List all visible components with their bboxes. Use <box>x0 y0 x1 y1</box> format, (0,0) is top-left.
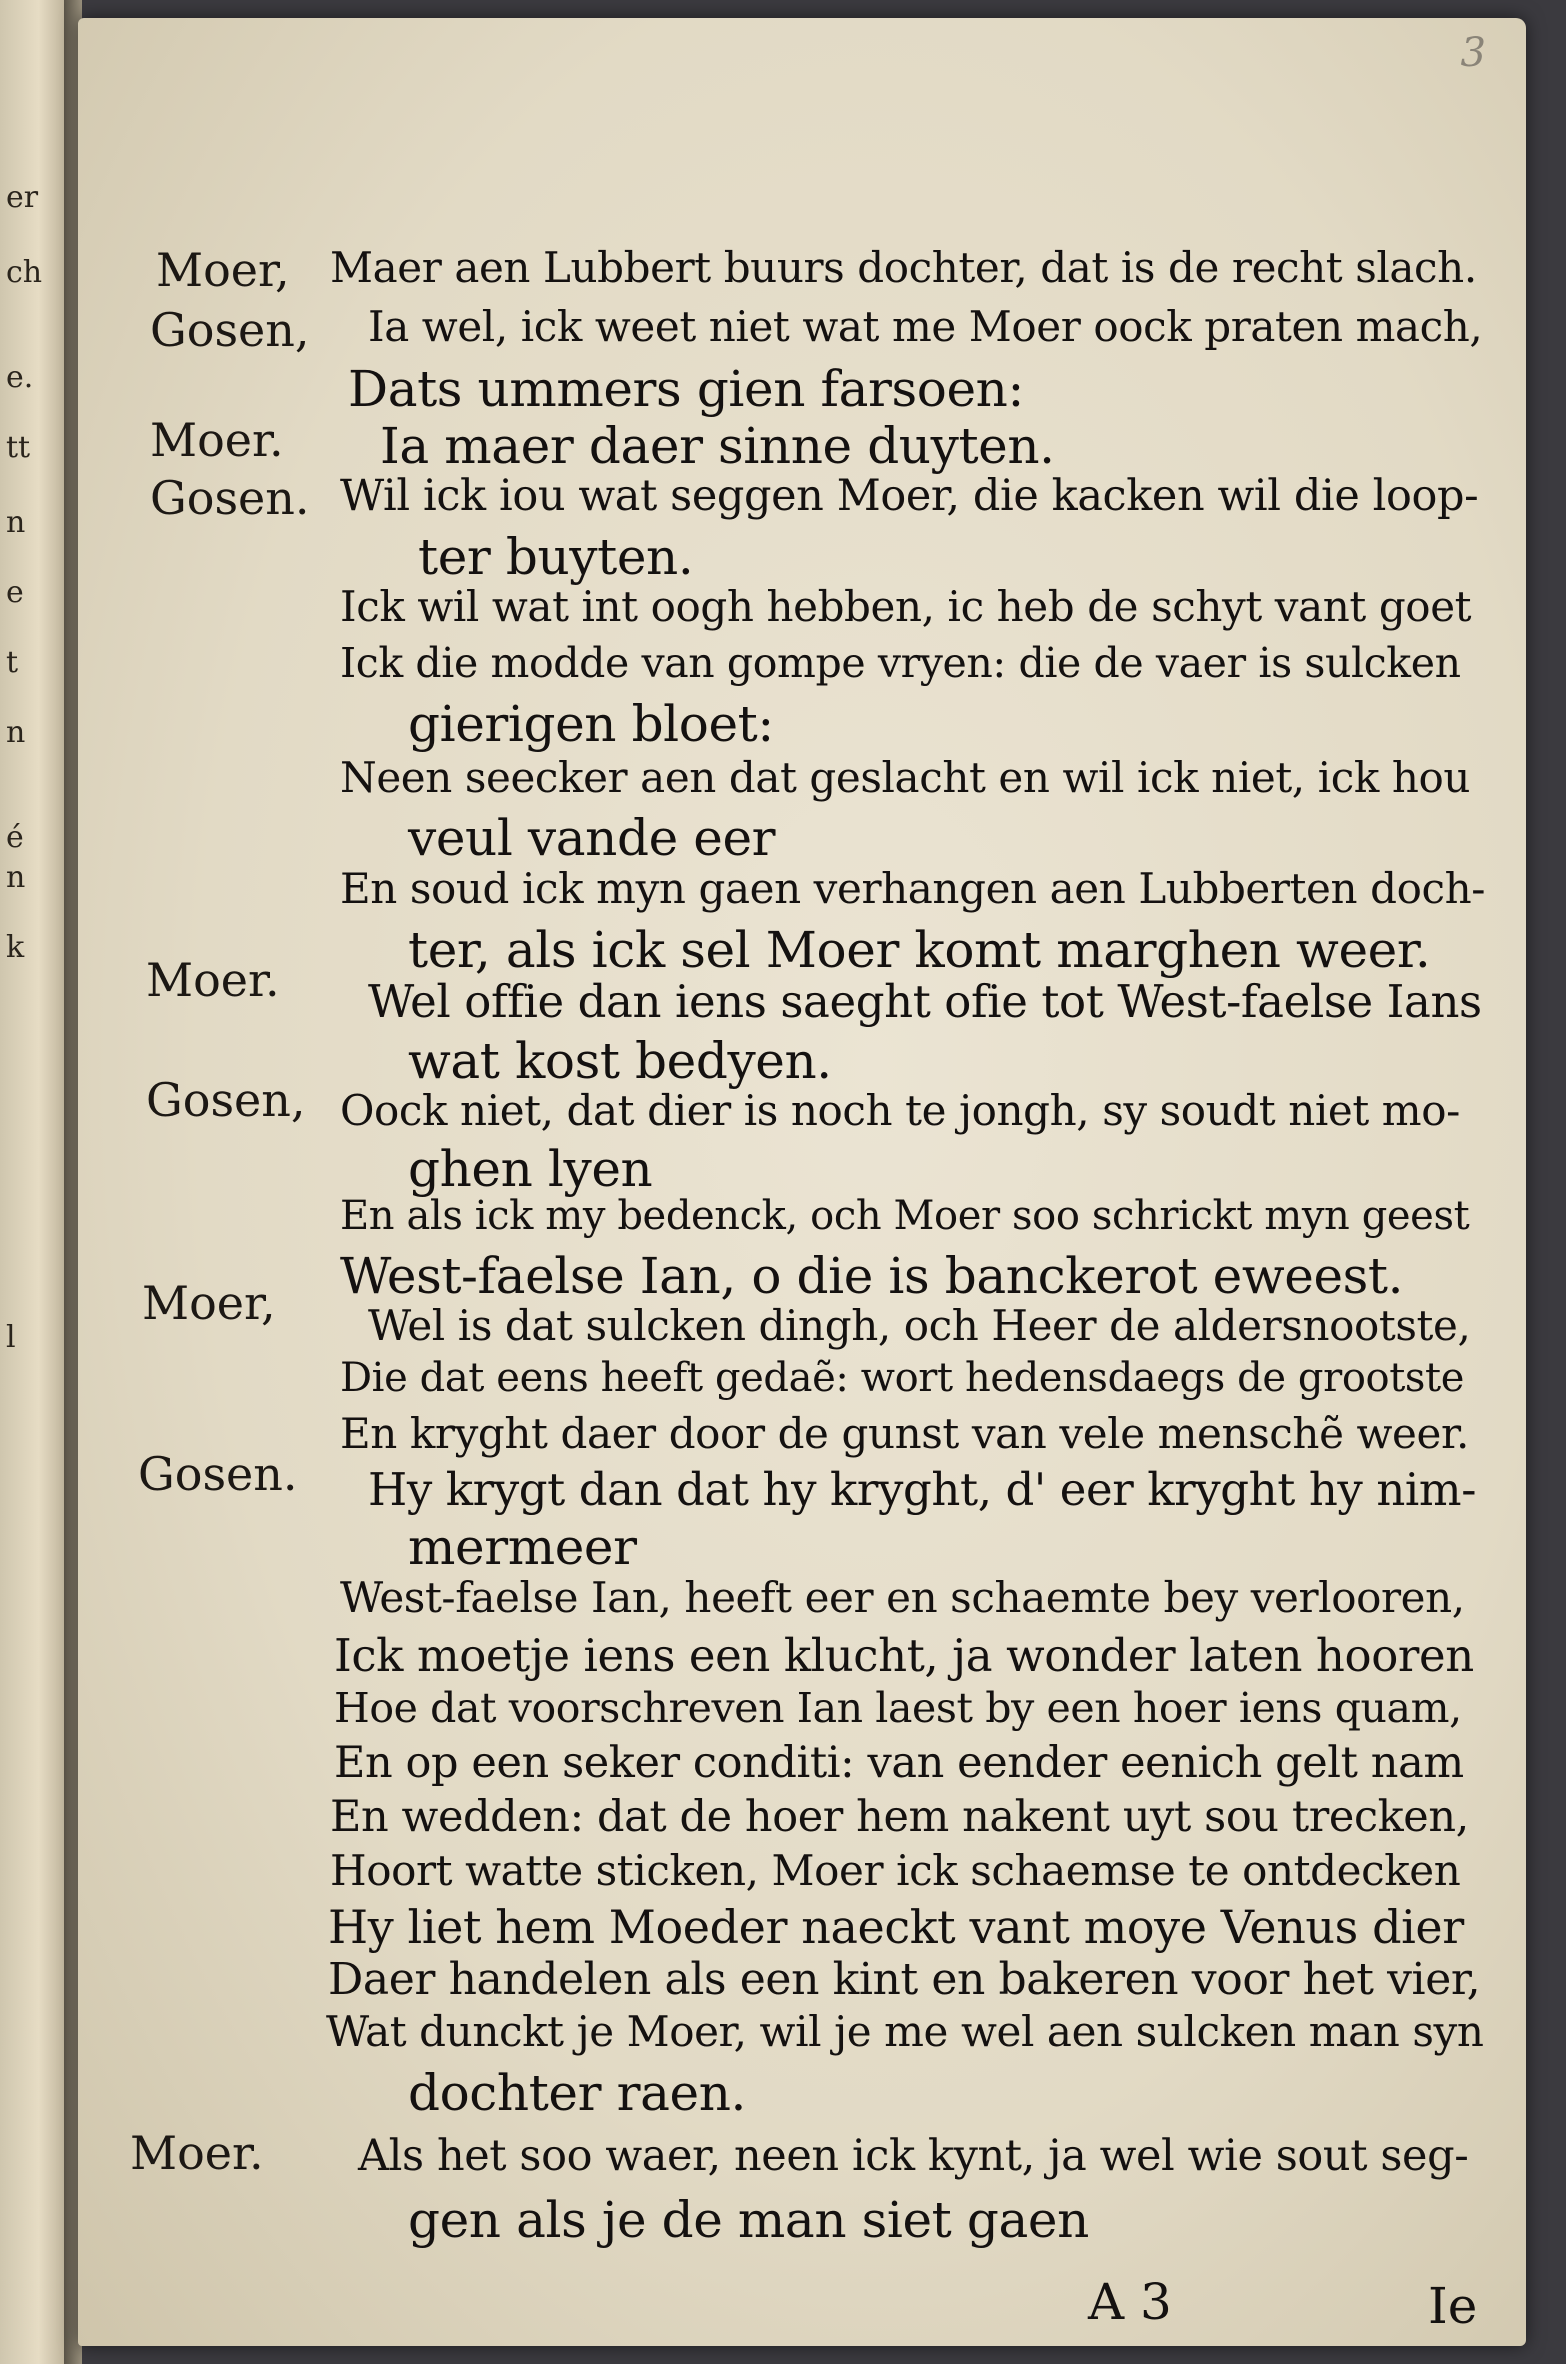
speaker-label: Gosen, <box>146 1073 306 1127</box>
facing-page-fragment: é <box>6 820 24 855</box>
speaker-label: Gosen. <box>150 471 310 525</box>
verse-line: ghen lyen <box>408 1140 653 1198</box>
facing-page-fragment: er <box>6 180 39 215</box>
verse-line: wat kost bedyen. <box>408 1032 832 1090</box>
verse-line: En wedden: dat de hoer hem nakent uyt sou trecken, <box>330 1792 1469 1842</box>
verse-line: gierigen bloet: <box>408 695 774 753</box>
verse-line: gen als je de man siet gaen <box>408 2191 1089 2249</box>
verse-line: Hy krygt dan dat hy kryght, d' eer kryght hy nim- <box>368 1463 1476 1516</box>
verse-line: En kryght daer door de gunst van vele menschẽ weer. <box>340 1409 1469 1458</box>
facing-page-fragment: tt <box>6 430 31 465</box>
facing-page-fragment: e. <box>6 360 34 395</box>
speaker-label: Moer. <box>130 2126 264 2180</box>
verse-line: Hoort watte sticken, Moer ick schaemse te ontdecken <box>330 1846 1461 1895</box>
speaker-label: Moer, <box>142 1276 276 1330</box>
book-page <box>78 18 1526 2346</box>
verse-line: Ick moetje iens een klucht, ja wonder laten hooren <box>334 1629 1474 1682</box>
verse-line: Wat dunckt je Moer, wil je me wel aen sulcken man syn <box>326 2007 1484 2056</box>
speaker-label: Moer. <box>146 953 280 1007</box>
verse-line: Ick wil wat int oogh hebben, ic heb de schyt vant goet <box>340 582 1472 631</box>
facing-page-fragment: t <box>6 645 19 680</box>
verse-line: Maer aen Lubbert buurs dochter, dat is de recht slach. <box>330 243 1477 292</box>
verse-line: Neen seecker aen dat geslacht en wil ick niet, ick hou <box>340 753 1471 802</box>
facing-page-fragment: e <box>6 575 24 610</box>
facing-page-fragment: ch <box>6 255 43 290</box>
verse-line: Hy liet hem Moeder naeckt vant moye Venus dier <box>328 1900 1464 1954</box>
verse-line: Ia wel, ick weet niet wat me Moer oock praten mach, <box>368 302 1483 351</box>
verse-line: West-faelse Ian, o die is banckerot eweest. <box>340 1247 1404 1305</box>
speaker-label: Moer. <box>150 413 284 467</box>
verse-line: Daer handelen als een kint en bakeren voor het vier, <box>328 1954 1481 2005</box>
verse-line: Wel is dat sulcken dingh, och Heer de aldersnootste, <box>368 1301 1471 1350</box>
verse-line: Wel offie dan iens saeght ofie tot West-faelse Ians <box>368 975 1482 1028</box>
verse-line: Hoe dat voorschreven Ian laest by een hoer iens quam, <box>334 1684 1462 1732</box>
folio-number: 3 <box>1460 30 1486 76</box>
facing-page-fragment: n <box>6 715 26 750</box>
verse-line: ter, als ick sel Moer komt marghen weer. <box>408 921 1431 979</box>
facing-page-fragment: k <box>6 930 25 965</box>
verse-line: ter buyten. <box>418 528 694 586</box>
speaker-label: Gosen. <box>138 1447 298 1501</box>
verse-line: Oock niet, dat dier is noch te jongh, sy soudt niet mo- <box>340 1086 1460 1135</box>
verse-line: Als het soo waer, neen ick kynt, ja wel wie sout seg- <box>358 2131 1469 2181</box>
verse-line: West-faelse Ian, heeft eer en schaemte bey verlooren, <box>340 1573 1465 1622</box>
signature-mark: A 3 <box>1088 2273 1172 2331</box>
verse-line: dochter raen. <box>408 2064 746 2122</box>
verse-line: En als ick my bedenck, och Moer soo schrickt myn geest <box>340 1193 1470 1239</box>
verse-line: veul vande eer <box>408 809 776 867</box>
verse-line: Ia maer daer sinne duyten. <box>380 417 1055 475</box>
verse-line: mermeer <box>408 1518 637 1576</box>
facing-page-edge <box>0 0 70 2364</box>
speaker-label: Moer, <box>156 243 290 297</box>
facing-page-fragment: n <box>6 860 26 895</box>
verse-line: Wil ick iou wat seggen Moer, die kacken wil die loop- <box>340 471 1479 521</box>
facing-page-fragment: l <box>6 1320 16 1355</box>
verse-line: Dats ummers gien farsoen: <box>348 360 1024 418</box>
verse-line: En op een seker conditi: van eender eenich gelt nam <box>334 1738 1464 1788</box>
verse-line: Ick die modde van gompe vryen: die de vaer is sulcken <box>340 639 1461 687</box>
verse-line: En soud ick myn gaen verhangen aen Lubberten doch- <box>340 864 1486 913</box>
verse-line: Die dat eens heeft gedaẽ: wort hedensdaegs de grootste <box>340 1355 1464 1401</box>
speaker-label: Gosen, <box>150 303 310 357</box>
catchword: Ie <box>1428 2277 1478 2335</box>
facing-page-fragment: n <box>6 505 26 540</box>
